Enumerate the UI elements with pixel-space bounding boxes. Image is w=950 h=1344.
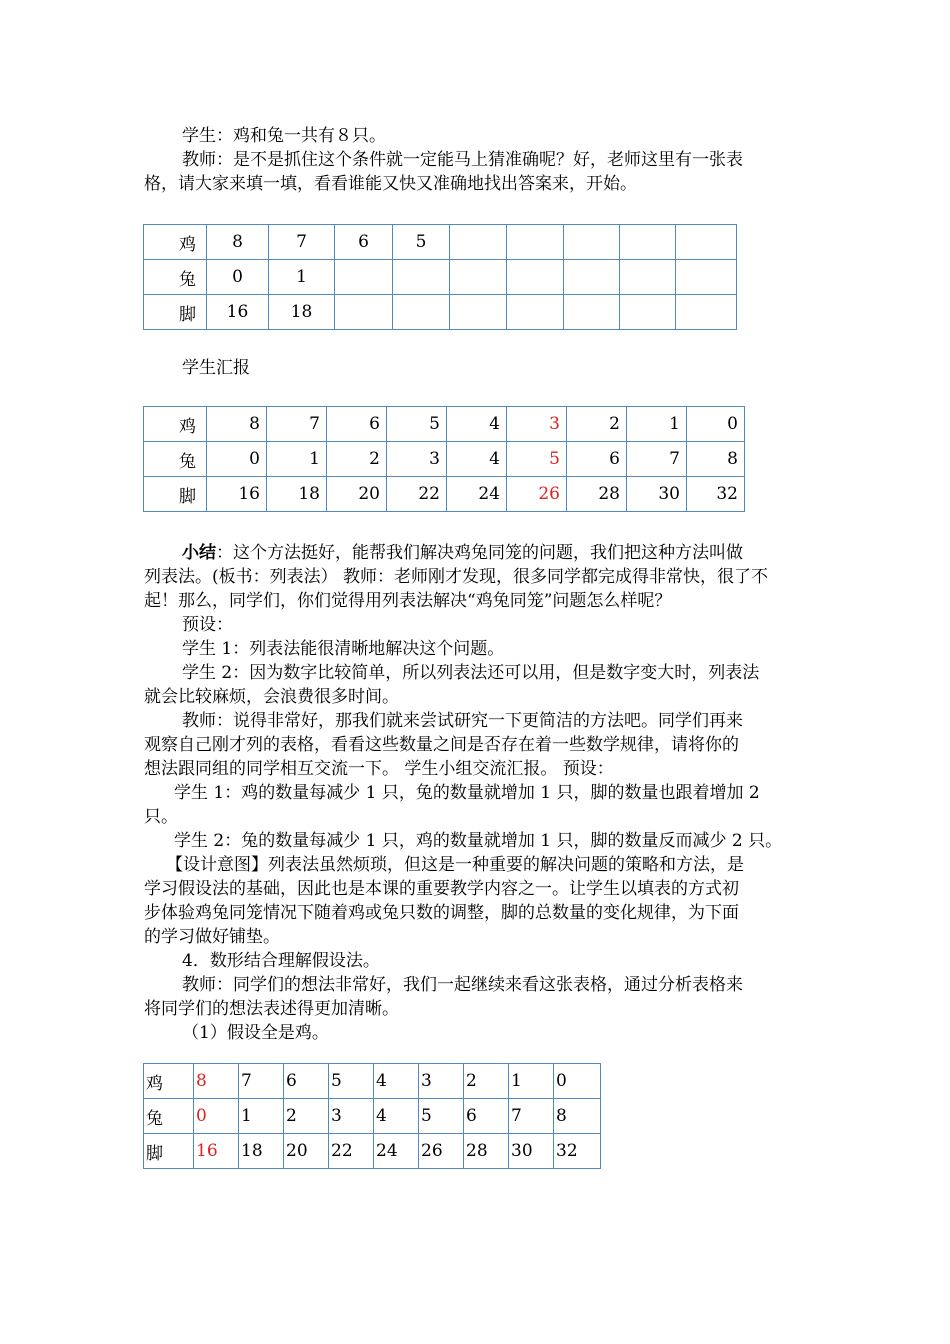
table-cell: 4 (374, 1099, 419, 1134)
table-cell: 1 (239, 1099, 284, 1134)
table-cell: 8 (207, 407, 267, 442)
table-2 (143, 406, 745, 512)
table-cell (335, 295, 393, 330)
table-cell: 3 (507, 407, 567, 442)
table-cell: 1 (267, 442, 327, 477)
table-cell: 16 (207, 295, 269, 330)
row-label: 脚 (144, 477, 207, 512)
summary-line-2: 列表法。(板书：列表法） 教师：老师刚才发现，很多同学都完成得非常快，很了不 (144, 567, 769, 587)
intro-line-1: 学生：鸡和兔一共有８只。 (182, 126, 386, 146)
table-cell (507, 225, 564, 260)
intro-line-3: 格，请大家来填一填，看看谁能又快又准确地找出答案来，开始。 (144, 174, 637, 194)
report-heading-block (144, 356, 808, 380)
table-cell: 26 (507, 477, 567, 512)
table-cell: 5 (419, 1099, 464, 1134)
rule-1-b: 只。 (144, 807, 178, 827)
table-cell: 18 (239, 1134, 284, 1169)
table-row (144, 260, 737, 295)
table-cell: 1 (269, 260, 335, 295)
teacher-line-3: 想法跟同组的同学相互交流一下。 学生小组交流汇报。 预设： (144, 759, 614, 779)
table-cell (564, 225, 620, 260)
table-cell: 3 (419, 1064, 464, 1099)
teacher-line-2: 观察自己刚才列的表格，看看这些数量之间是否存在着一些数学规律，请将你的 (144, 735, 739, 755)
table-cell: 7 (269, 225, 335, 260)
summary-paragraph (144, 541, 808, 1045)
table-row (144, 477, 745, 512)
row-label: 脚 (144, 295, 207, 330)
table-row (144, 225, 737, 260)
table-cell: 0 (554, 1064, 601, 1099)
row-label: 兔 (144, 442, 207, 477)
summary-line-3: 起！那么，同学们，你们觉得用列表法解决“鸡兔同笼”问题怎么样呢？ (144, 591, 672, 611)
design-line-1: 【设计意图】列表法虽然烦琐，但这是一种重要的解决问题的策略和方法，是 (166, 855, 744, 875)
table-cell: 7 (627, 442, 687, 477)
table-cell: 5 (393, 225, 450, 260)
table-cell: 24 (374, 1134, 419, 1169)
table-cell: 7 (239, 1064, 284, 1099)
table-cell: 4 (374, 1064, 419, 1099)
table-row (144, 295, 737, 330)
table-cell: 8 (687, 442, 745, 477)
table-cell: 24 (447, 477, 507, 512)
table-cell: 28 (567, 477, 627, 512)
table-cell (564, 295, 620, 330)
table-cell: 6 (464, 1099, 509, 1134)
table-cell: 1 (509, 1064, 554, 1099)
table-cell: 16 (207, 477, 267, 512)
table-cell: 5 (387, 407, 447, 442)
table-row (144, 442, 745, 477)
intro-paragraph (144, 124, 808, 196)
table-cell: 8 (207, 225, 269, 260)
table-cell: 32 (687, 477, 745, 512)
table-cell: 3 (329, 1099, 374, 1134)
table-cell: 2 (567, 407, 627, 442)
intro-line-2: 教师：是不是抓住这个条件就一定能马上猜准确呢？好，老师这里有一张表 (182, 150, 743, 170)
design-line-4: 的学习做好铺垫。 (144, 927, 280, 947)
explain-line-2: 将同学们的想法表述得更加清晰。 (144, 999, 399, 1019)
table-row (144, 1064, 601, 1099)
table-cell (676, 225, 737, 260)
table-cell: 3 (387, 442, 447, 477)
table-cell: 4 (447, 442, 507, 477)
table-cell: 4 (447, 407, 507, 442)
row-label: 鸡 (144, 407, 207, 442)
table-cell: 30 (627, 477, 687, 512)
table-cell: 18 (267, 477, 327, 512)
table-cell (564, 260, 620, 295)
table-cell: 2 (327, 442, 387, 477)
row-label: 兔 (144, 260, 207, 295)
table-cell: 0 (207, 260, 269, 295)
table-cell: 8 (194, 1064, 239, 1099)
table-cell: 20 (284, 1134, 329, 1169)
table-cell: 16 (194, 1134, 239, 1169)
student-2-answer-a: 学生 2：因为数字比较简单，所以列表法还可以用，但是数字变大时，列表法 (182, 663, 760, 683)
table-row (144, 1134, 601, 1169)
table-cell: 5 (329, 1064, 374, 1099)
table-cell (450, 225, 507, 260)
table-cell (507, 295, 564, 330)
table-3 (143, 1063, 601, 1169)
section-4-heading: 4．数形结合理解假设法。 (182, 951, 380, 971)
preset-label: 预设： (182, 615, 233, 635)
student-2-answer-b: 就会比较麻烦，会浪费很多时间。 (144, 687, 399, 707)
table-cell: 6 (567, 442, 627, 477)
table-cell: 2 (284, 1099, 329, 1134)
explain-line-1: 教师：同学们的想法非常好，我们一起继续来看这张表格，通过分析表格来 (182, 975, 743, 995)
table-cell: 20 (327, 477, 387, 512)
table-cell: 6 (284, 1064, 329, 1099)
design-line-3: 步体验鸡兔同笼情况下随着鸡或兔只数的调整，脚的总数量的变化规律，为下面 (144, 903, 739, 923)
table-cell: 8 (554, 1099, 601, 1134)
table-cell (450, 260, 507, 295)
table-cell: 18 (269, 295, 335, 330)
table-cell: 7 (509, 1099, 554, 1134)
table-cell: 6 (335, 225, 393, 260)
summary-label: 小结 (182, 543, 216, 563)
table-cell: 6 (327, 407, 387, 442)
table-cell (393, 260, 450, 295)
table-cell: 28 (464, 1134, 509, 1169)
table-cell: 1 (627, 407, 687, 442)
rule-1-a: 学生 1：鸡的数量每减少 1 只，兔的数量就增加 1 只，脚的数量也跟着增加 2 (174, 783, 760, 803)
design-line-2: 学习假设法的基础，因此也是本课的重要教学内容之一。让学生以填表的方式初 (144, 879, 739, 899)
row-label: 兔 (144, 1099, 194, 1134)
row-label: 鸡 (144, 225, 207, 260)
table-cell (620, 295, 676, 330)
table-cell (676, 295, 737, 330)
table-cell: 5 (507, 442, 567, 477)
table-cell (620, 260, 676, 295)
assume-chicken: （1）假设全是鸡。 (182, 1023, 329, 1043)
report-heading: 学生汇报 (182, 358, 250, 378)
table-cell (335, 260, 393, 295)
table-cell (507, 260, 564, 295)
table-row (144, 1099, 601, 1134)
table-cell (393, 295, 450, 330)
table-cell: 0 (194, 1099, 239, 1134)
table-cell: 0 (687, 407, 745, 442)
table-cell: 32 (554, 1134, 601, 1169)
table-cell: 22 (387, 477, 447, 512)
table-cell (450, 295, 507, 330)
table-cell: 2 (464, 1064, 509, 1099)
table-cell (676, 260, 737, 295)
student-1-answer: 学生 1：列表法能很清晰地解决这个问题。 (182, 639, 505, 659)
table-cell: 26 (419, 1134, 464, 1169)
table-row (144, 407, 745, 442)
table-cell: 7 (267, 407, 327, 442)
row-label: 脚 (144, 1134, 194, 1169)
summary-line-1: ：这个方法挺好，能帮我们解决鸡兔同笼的问题，我们把这种方法叫做 (216, 543, 743, 563)
table-cell: 0 (207, 442, 267, 477)
table-cell: 22 (329, 1134, 374, 1169)
rule-2: 学生 2：兔的数量每减少 1 只，鸡的数量就增加 1 只，脚的数量反而减少 2 只。 (174, 831, 783, 851)
table-1 (143, 224, 737, 330)
table-cell: 30 (509, 1134, 554, 1169)
teacher-line-1: 教师：说得非常好，那我们就来尝试研究一下更简洁的方法吧。同学们再来 (182, 711, 743, 731)
table-cell (620, 225, 676, 260)
row-label: 鸡 (144, 1064, 194, 1099)
